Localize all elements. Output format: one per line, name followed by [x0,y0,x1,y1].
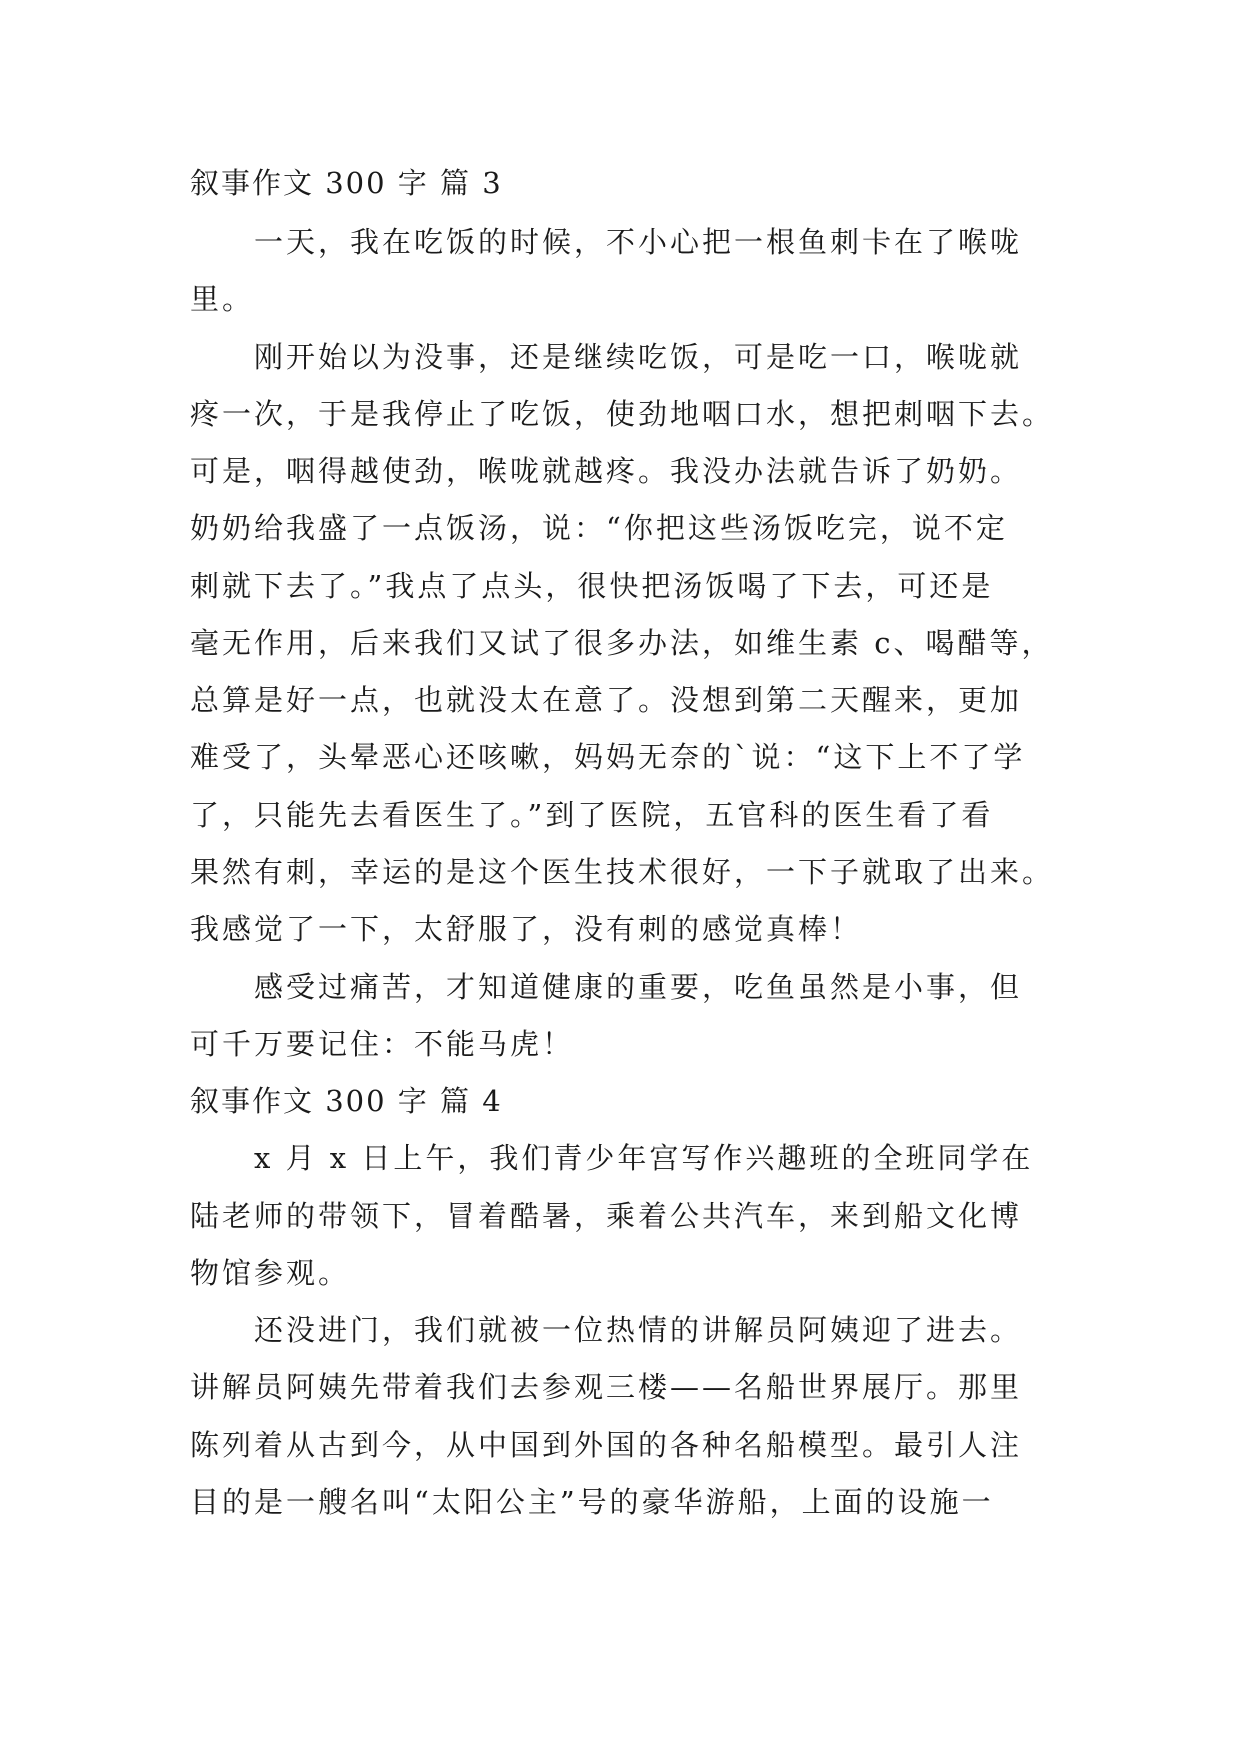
paragraph-line: 难受了，头晕恶心还咳嗽，妈妈无奈的`说：“这下上不了学 [190,740,1026,774]
paragraph-line: 目的是一艘名叫“太阳公主”号的豪华游船，上面的设施一 [190,1485,994,1519]
paragraph-line: 了，只能先去看医生了。”到了医院，五官科的医生看了看 [190,798,994,832]
paragraph-line: 果然有刺，幸运的是这个医生技术很好，一下子就取了出来。 [190,855,1055,889]
paragraph-line: 我感觉了一下，太舒服了，没有刺的感觉真棒！ [190,912,863,946]
paragraph-line: 疼一次，于是我停止了吃饭，使劲地咽口水，想把刺咽下去。 [190,397,1055,431]
paragraph-line: 还没进门，我们就被一位热情的讲解员阿姨迎了进去。 [254,1313,1023,1347]
paragraph-line: 刚开始以为没事，还是继续吃饭，可是吃一口，喉咙就 [254,340,1023,374]
paragraph-line: 总算是好一点，也就没太在意了。没想到第二天醒来，更加 [190,683,1023,717]
paragraph-line: 讲解员阿姨先带着我们去参观三楼——名船世界展厅。那里 [190,1370,1023,1404]
paragraph-line: 陈列着从古到今，从中国到外国的各种名船模型。最引人注 [190,1428,1023,1462]
paragraph-line: x 月 x 日上午，我们青少年宫写作兴趣班的全班同学在 [254,1141,1034,1175]
paragraph-line: 陆老师的带领下，冒着酷暑，乘着公共汽车，来到船文化博 [190,1199,1023,1233]
paragraph-line: 物馆参观。 [190,1256,351,1290]
paragraph-line: 奶奶给我盛了一点饭汤，说：“你把这些汤饭吃完，说不定 [190,511,1008,545]
paragraph-line: 里。 [190,282,255,316]
paragraph-line: 感受过痛苦，才知道健康的重要，吃鱼虽然是小事，但 [254,970,1023,1004]
paragraph-line: 可是，咽得越使劲，喉咙就越疼。我没办法就告诉了奶奶。 [190,454,1023,488]
paragraph-line: 毫无作用，后来我们又试了很多办法，如维生素 c、喝醋等， [190,626,1054,660]
section-heading-4: 叙事作文 300 字 篇 4 [190,1084,503,1118]
paragraph-line: 一天，我在吃饭的时候，不小心把一根鱼刺卡在了喉咙 [254,225,1023,259]
paragraph-line: 刺就下去了。”我点了点头，很快把汤饭喝了下去，可还是 [190,569,994,603]
section-heading-3: 叙事作文 300 字 篇 3 [190,166,503,200]
paragraph-line: 可千万要记住：不能马虎！ [190,1027,575,1061]
